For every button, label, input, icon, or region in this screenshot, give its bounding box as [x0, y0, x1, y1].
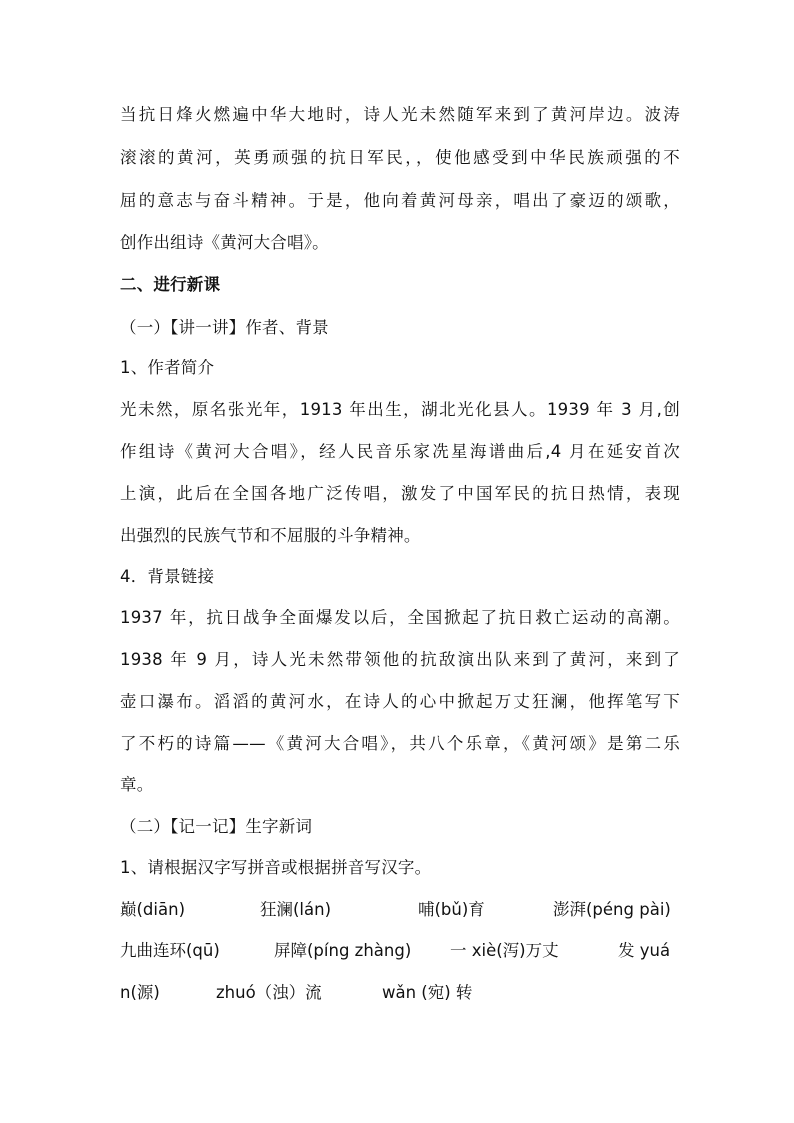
- vocab-item: zhuó（浊）流: [216, 983, 322, 1002]
- background-heading: 4．背景链接: [120, 567, 215, 586]
- author-intro-heading: 1、作者简介: [120, 358, 215, 377]
- vocab-item: 狂澜(lán): [260, 900, 332, 919]
- background-line-2: 1938 年 9 月，诗人光未然带领他的抗敌演出队来到了黄河，来到了: [120, 650, 680, 669]
- vocab-item: 一 xiè(泻)万丈: [450, 941, 559, 960]
- section-heading-new-lesson: 二、进行新课: [120, 275, 221, 294]
- subsection-heading-vocabulary: （二）【记一记】生字新词: [120, 817, 313, 836]
- author-line-2: 作组诗《黄河大合唱》，经人民音乐家冼星海谱曲后,4 月在延安首次: [120, 442, 680, 461]
- intro-line-2: 滚滚的黄河，英勇顽强的抗日军民，，使他感受到中华民族顽强的不: [120, 148, 680, 167]
- intro-line-3: 屈的意志与奋斗精神。于是，他向着黄河母亲，唱出了豪迈的颂歌，: [120, 191, 680, 210]
- background-line-5: 章。: [120, 775, 154, 794]
- intro-line-4: 创作出组诗《黄河大合唱》。: [120, 233, 329, 252]
- vocabulary-row-3: [120, 981, 680, 1005]
- vocab-item: 巅(diān): [120, 900, 186, 919]
- vocab-item: 哺(bǔ)育: [418, 900, 485, 919]
- vocab-item: 澎湃(péng pài): [553, 900, 671, 919]
- background-line-1: 1937 年，抗日战争全面爆发以后，全国掀起了抗日救亡运动的高潮。: [120, 608, 680, 627]
- vocab-item: 屏障(píng zhàng): [274, 941, 412, 960]
- background-line-3: 壶口瀑布。滔滔的黄河水，在诗人的心中掀起万丈狂澜，他挥笔写下: [120, 692, 680, 711]
- author-line-1: 光未然，原名张光年，1913 年出生，湖北光化县人。1939 年 3 月,创: [120, 400, 680, 419]
- vocabulary-instruction: 1、请根据汉字写拼音或根据拼音写汉字。: [120, 858, 432, 877]
- vocab-item: 九曲连环(qū): [120, 941, 220, 960]
- vocabulary-row-1: [120, 898, 680, 922]
- vocab-item: wǎn (宛) 转: [382, 983, 473, 1002]
- author-line-4: 出强烈的民族气节和不屈服的斗争精神。: [120, 526, 421, 545]
- vocabulary-row-2: [120, 939, 680, 963]
- vocab-item: n(源): [120, 983, 160, 1002]
- author-line-3: 上演，此后在全国各地广泛传唱，激发了中国军民的抗日热情，表现: [120, 484, 680, 503]
- background-line-4: 了不朽的诗篇——《黄河大合唱》，共八个乐章，《黄河颂》是第二乐: [120, 734, 680, 753]
- subsection-heading-author-background: （一）【讲一讲】作者、背景: [120, 318, 329, 337]
- intro-line-1: 当抗日烽火燃遍中华大地时，诗人光未然随军来到了黄河岸边。波涛: [120, 105, 680, 124]
- vocab-item: 发 yuá: [618, 941, 671, 960]
